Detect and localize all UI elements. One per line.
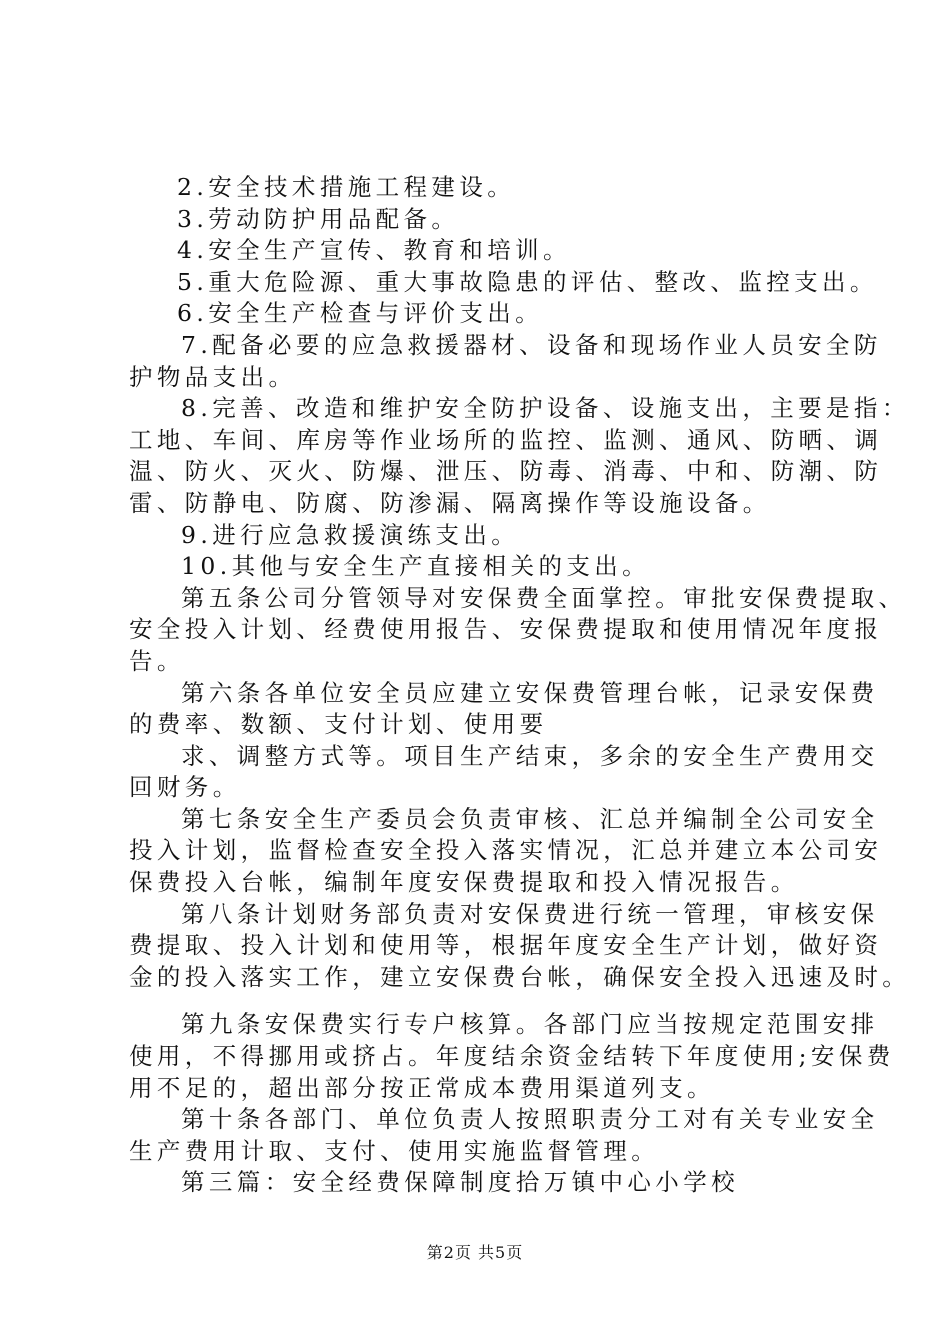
text-line: 第三篇：安全经费保障制度拾万镇中心小学校 bbox=[181, 1168, 739, 1197]
text-line: 求、调整方式等。项目生产结束，多余的安全生产费用交 bbox=[181, 741, 879, 770]
text-line: 第十条各部门、单位负责人按照职责分工对有关专业安全 bbox=[181, 1105, 879, 1134]
text-line: 护物品支出。 bbox=[129, 362, 297, 391]
page-number: 第2页 共5页 bbox=[426, 1243, 524, 1262]
text-line: 第七条安全生产委员会负责审核、汇总并编制全公司安全 bbox=[181, 804, 879, 833]
text-line: 告。 bbox=[129, 646, 185, 675]
text-line: 2.安全技术措施工程建设。 bbox=[177, 173, 516, 201]
text-line: 工地、车间、库房等作业场所的监控、监测、通风、防晒、调 bbox=[129, 425, 883, 454]
text-line: 第八条计划财务部负责对安保费进行统一管理，审核安保 bbox=[181, 899, 879, 928]
text-line: 投入计划，监督检查安全投入落实情况，汇总并建立本公司安 bbox=[129, 836, 883, 865]
text-line: 保费投入台帐，编制年度安保费提取和投入情况报告。 bbox=[129, 868, 799, 897]
text-line: 3.劳动防护用品配备。 bbox=[177, 204, 460, 233]
document-body bbox=[129, 172, 911, 1199]
text-line: 雷、防静电、防腐、防渗漏、隔离操作等设施设备。 bbox=[129, 488, 771, 517]
text-line: 4.安全生产宣传、教育和培训。 bbox=[177, 236, 571, 265]
text-line: 7.配备必要的应急救援器材、设备和现场作业人员安全防 bbox=[181, 330, 882, 359]
text-line: 5.重大危险源、重大事故隐患的评估、整改、监控支出。 bbox=[177, 267, 878, 296]
text-line: 安全投入计划、经费使用报告、安保费提取和使用情况年度报 bbox=[129, 615, 883, 644]
text-line: 回财务。 bbox=[129, 773, 241, 802]
text-line: 生产费用计取、支付、使用实施监督管理。 bbox=[129, 1136, 660, 1165]
text-line: 温、防火、灭火、防爆、泄压、防毒、消毒、中和、防潮、防 bbox=[129, 457, 883, 486]
text-line: 第九条安保费实行专户核算。各部门应当按规定范围安排 bbox=[181, 1010, 879, 1039]
text-line: 9.进行应急救援演练支出。 bbox=[181, 520, 520, 549]
text-line: 费提取、投入计划和使用等，根据年度安全生产计划，做好资 bbox=[129, 931, 883, 960]
text-line: 10.其他与安全生产直接相关的支出。 bbox=[181, 552, 651, 581]
text-line: 金的投入落实工作，建立安保费台帐，确保安全投入迅速及时。 bbox=[129, 962, 911, 991]
text-line: 6.安全生产检查与评价支出。 bbox=[177, 299, 544, 328]
text-line: 第五条公司分管领导对安保费全面掌控。审批安保费提取、 bbox=[181, 583, 907, 612]
text-line: 8.完善、改造和维护安全防护设备、设施支出，主要是指： bbox=[181, 394, 910, 423]
text-line: 第六条各单位安全员应建立安保费管理台帐，记录安保费 bbox=[181, 678, 879, 707]
text-line: 使用，不得挪用或挤占。年度结余资金结转下年度使用;安保费 bbox=[129, 1042, 895, 1071]
paragraph-gap bbox=[129, 993, 849, 1009]
text-line: 的费率、数额、支付计划、使用要 bbox=[129, 710, 548, 739]
text-line: 用不足的，超出部分按正常成本费用渠道列支。 bbox=[129, 1073, 715, 1102]
